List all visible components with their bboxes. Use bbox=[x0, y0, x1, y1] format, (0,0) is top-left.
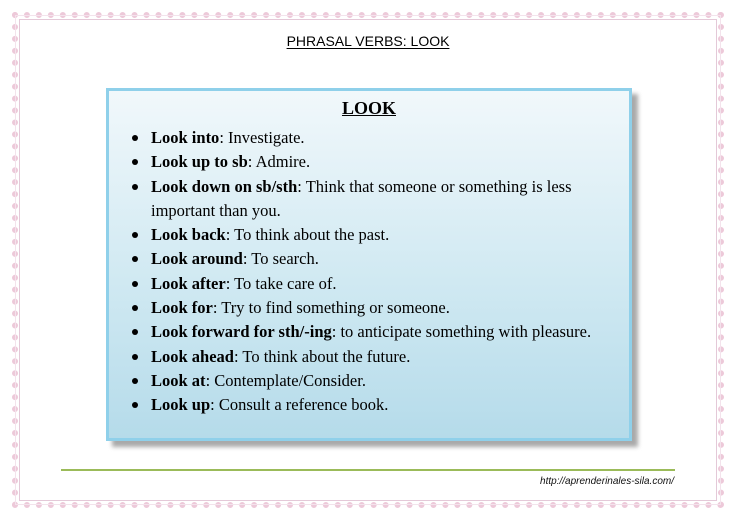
verb-term: Look up to sb bbox=[151, 152, 248, 172]
verb-definition: : To think about the future. bbox=[233, 346, 411, 366]
bullet-icon bbox=[132, 378, 138, 384]
list-item bbox=[121, 345, 621, 369]
verb-definition: : To think about the past. bbox=[225, 225, 390, 245]
verb-definition: : Consult a reference book. bbox=[210, 395, 389, 415]
phrasal-verb-list bbox=[121, 126, 621, 418]
verb-definition: : To take care of. bbox=[225, 273, 337, 293]
verb-term: Look at bbox=[151, 370, 206, 390]
footer-url[interactable]: http://aprenderinales-sila.com/ bbox=[540, 476, 674, 487]
list-item bbox=[121, 296, 621, 320]
list-item bbox=[121, 393, 621, 417]
bullet-icon bbox=[132, 329, 138, 335]
list-item bbox=[121, 272, 621, 296]
bullet-icon bbox=[132, 135, 138, 141]
bullet-icon bbox=[132, 159, 138, 165]
footer-divider bbox=[61, 469, 675, 471]
verb-term: Look ahead bbox=[151, 346, 234, 366]
verb-definition: : Try to find something or someone. bbox=[212, 298, 450, 318]
bullet-icon bbox=[132, 281, 138, 287]
list-item bbox=[121, 369, 621, 393]
bullet-icon bbox=[132, 305, 138, 311]
verb-term: Look for bbox=[151, 298, 213, 318]
verb-term: Look down on sb/sth bbox=[151, 176, 298, 196]
verb-term: Look after bbox=[151, 273, 226, 293]
verb-definition: : To search. bbox=[242, 249, 319, 269]
list-item bbox=[121, 175, 621, 224]
box-heading: LOOK bbox=[341, 98, 396, 118]
bullet-icon bbox=[132, 184, 138, 190]
verb-term: Look into bbox=[151, 128, 220, 147]
phrasal-verbs-box bbox=[106, 88, 632, 441]
verb-definition: : Think that someone or something is less important than you. bbox=[151, 176, 572, 220]
verb-definition: : to anticipate something with pleasure. bbox=[331, 322, 592, 342]
verb-definition: : Investigate. bbox=[219, 128, 305, 147]
bullet-icon bbox=[132, 402, 138, 408]
document-title: PHRASAL VERBS: LOOK bbox=[286, 33, 450, 49]
list-item bbox=[121, 223, 621, 247]
verb-definition: : Admire. bbox=[247, 152, 311, 172]
bullet-icon bbox=[132, 256, 138, 262]
list-item bbox=[121, 150, 621, 174]
verb-term: Look around bbox=[151, 249, 243, 269]
list-item bbox=[121, 247, 621, 271]
verb-definition: : Contemplate/Consider. bbox=[205, 370, 366, 390]
bullet-icon bbox=[132, 354, 138, 360]
verb-term: Look up bbox=[151, 395, 211, 415]
verb-term: Look forward for sth/-ing bbox=[151, 322, 332, 342]
list-item bbox=[121, 126, 621, 150]
list-item bbox=[121, 320, 621, 344]
bullet-icon bbox=[132, 232, 138, 238]
verb-term: Look back bbox=[151, 225, 226, 245]
